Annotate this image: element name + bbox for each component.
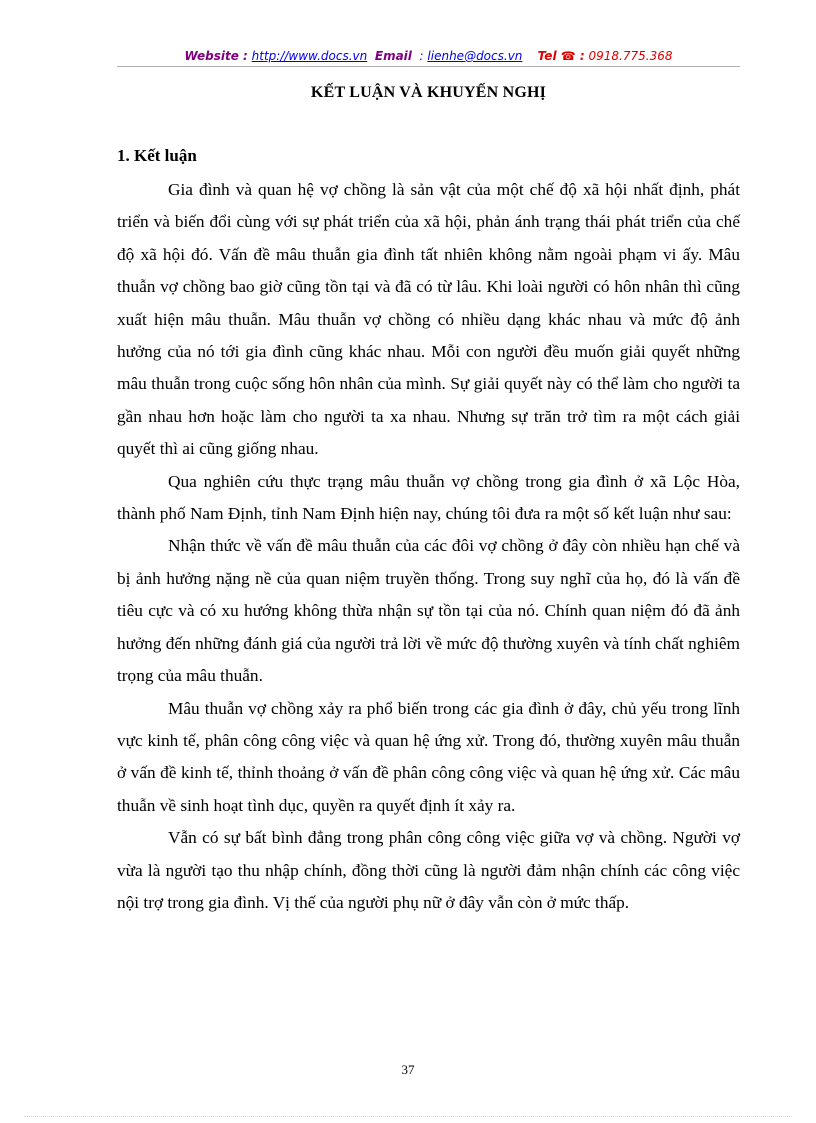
tel-label: Tel ☎ : (537, 49, 585, 63)
website-label: Website : (184, 49, 248, 63)
paragraph: Gia đình và quan hệ vợ chồng là sản vật của một chế độ xã hội nhất định, phát triển và biến đổi cùng với sự phát triển của xã hội, phản ánh trạng thái phát triển của chế độ xã hội đó. Vấn đề mâu thuẫn gia đình tất nhiên không nằm ngoài phạm vi ấy. Mâu thuẫn vợ chồng bao giờ cũng tồn tại và đã có từ lâu. Khi loài người có hôn nhân thì cũng xuất hiện mâu thuẫn. Mâu thuẫn vợ chồng có nhiều dạng khác nhau và mức độ ảnh hưởng của nó tới gia đình cũng khác nhau. Mỗi con người đều muốn giải quyết những mâu thuẫn trong cuộc sống hôn nhân của mình. Sự giải quyết này có thể làm cho người ta gần nhau hơn hoặc làm cho người ta xa nhau. Nhưng sự trăn trở tìm ra một cách giải quyết thì ai cũng giống nhau. (117, 180, 740, 459)
tel-number: 0918.775.368 (588, 49, 673, 63)
paragraph: Mâu thuẫn vợ chồng xảy ra phổ biến trong các gia đình ở đây, chủ yếu trong lĩnh vực kinh tế, phân công công việc và quan hệ ứng xử. Trong đó, thường xuyên mâu thuẫn ở vấn đề kinh tế, thỉnh thoảng ở vấn đề phân công công việc và quan hệ ứng xử. Các mâu thuẫn về sinh hoạt tình dục, quyền ra quyết định ít xảy ra. (117, 698, 740, 815)
email-separator: : (419, 49, 424, 63)
website-link[interactable]: http://www.docs.vn (251, 49, 368, 63)
email-label: Email (374, 49, 412, 63)
page-number: 37 (401, 1062, 415, 1077)
footer-divider (24, 1116, 792, 1117)
email-link[interactable]: lienhe@docs.vn (427, 49, 523, 63)
page-title: KẾT LUẬN VÀ KHUYẾN NGHỊ (310, 84, 547, 101)
paragraph: Vẫn có sự bất bình đẳng trong phân công công việc giữa vợ và chồng. Người vợ vừa là người tạo thu nhập chính, đồng thời cũng là người đảm nhận chính các công việc nội trợ trong gia đình. Vị thế của người phụ nữ ở đây vẫn còn ở mức thấp. (117, 828, 740, 912)
paragraph: Nhận thức về vấn đề mâu thuẫn của các đôi vợ chồng ở đây còn nhiều hạn chế và bị ảnh hưởng nặng nề của quan niệm truyền thống. Trong suy nghĩ của họ, đó là vấn đề tiêu cực và có xu hướng không thừa nhận sự tồn tại của nó. Chính quan niệm đó đã ảnh hưởng đến những đánh giá của người trả lời về mức độ thường xuyên và tính chất nghiêm trọng của mâu thuẫn. (117, 536, 740, 686)
page-header (117, 46, 740, 67)
paragraph: Qua nghiên cứu thực trạng mâu thuẫn vợ chồng trong gia đình ở xã Lộc Hòa, thành phố Nam Định, tỉnh Nam Định hiện nay, chúng tôi đưa ra một số kết luận như sau: (117, 471, 740, 524)
section-heading: 1. Kết luận (117, 146, 197, 165)
body-text (117, 174, 740, 919)
